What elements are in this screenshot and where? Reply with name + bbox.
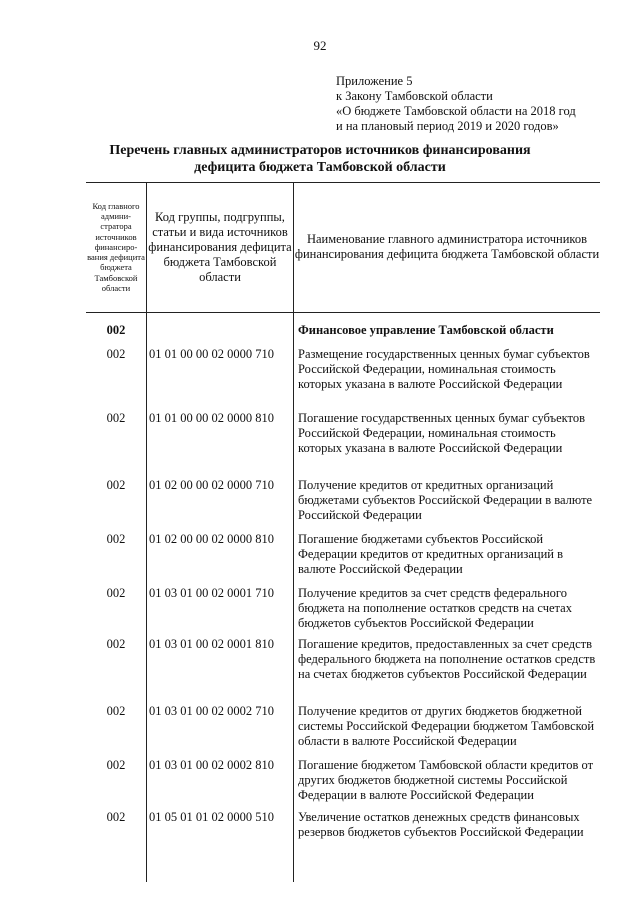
header-bottom-border: [86, 312, 600, 313]
appendix-line: и на плановый период 2019 и 2020 годов»: [336, 119, 559, 133]
group-code-cell: 01 03 01 00 02 0001 810: [149, 637, 274, 651]
admin-code-cell: 002: [106, 347, 126, 361]
appendix-line: Приложение 5: [336, 74, 413, 88]
admin-code-cell: 002: [106, 323, 126, 337]
group-code-cell: 01 01 00 00 02 0000 710: [149, 347, 274, 361]
group-code-cell: 01 03 01 00 02 0002 710: [149, 704, 274, 718]
header-admin-name-text: Наименование главного администратора источников финансирования дефицита бюджета Тамбовской области: [294, 232, 600, 261]
header-group-code-text: Код группы, подгруппы, статьи и вида источников финансирования дефицита бюджета Тамбовской области: [148, 209, 292, 284]
title-line: Перечень главных администраторов источников финансирования: [109, 143, 531, 158]
header-admin-code: [86, 184, 146, 310]
source-name-cell: Получение кредитов от других бюджетов бюджетной системы Российской Федерации бюджетом Тамбовской области в валюте Российской Федерации: [298, 704, 595, 748]
group-code-cell: 01 02 00 00 02 0000 710: [149, 478, 274, 492]
sources-table: [86, 182, 600, 882]
group-code-cell: 01 05 01 01 02 0000 510: [149, 810, 274, 824]
source-name-cell: Увеличение остатков денежных средств финансовых резервов бюджетов субъектов Российской Федерации: [298, 810, 584, 839]
source-name-cell: Погашение кредитов, предоставленных за счет средств федерального бюджета на пополнение остатков средств на счетах бюджетов субъектов Российской Федерации: [298, 637, 596, 681]
title-line: дефицита бюджета Тамбовской области: [194, 160, 446, 175]
admin-code-cell: 002: [106, 704, 126, 718]
admin-code-cell: 002: [106, 637, 126, 651]
admin-name-cell: Финансовое управление Тамбовской области: [298, 323, 554, 337]
header-admin-name: [294, 184, 600, 310]
appendix-line: к Закону Тамбовской области: [336, 89, 493, 103]
admin-code-cell: 002: [106, 411, 126, 425]
admin-code-cell: 002: [106, 478, 126, 492]
document-title: [60, 142, 580, 176]
source-name-cell: Размещение государственных ценных бумаг субъектов Российской Федерации, номинальная стоимость которых указана в валюте Российской Федерации: [298, 347, 590, 391]
table-top-border: [86, 182, 600, 183]
admin-code-cell: 002: [106, 758, 126, 772]
group-code-cell: 01 03 01 00 02 0001 710: [149, 586, 274, 600]
source-name-cell: Погашение бюджетом Тамбовской области кредитов от других бюджетов бюджетной системы Российской Федерации в валюте Российской Федерации: [298, 758, 594, 802]
source-name-cell: Получение кредитов за счет средств федерального бюджета на пополнение остатков средств на счетах бюджетов субъектов Российской Федерации: [298, 586, 572, 630]
appendix-line: «О бюджете Тамбовской области на 2018 год: [336, 104, 576, 118]
admin-code-cell: 002: [106, 532, 126, 546]
group-code-cell: 01 02 00 00 02 0000 810: [149, 532, 274, 546]
header-group-code: [147, 184, 293, 310]
source-name-cell: Погашение государственных ценных бумаг субъектов Российской Федерации, номинальная стоимость которых указана в валюте Российской Федерации: [298, 411, 585, 455]
appendix-header: [336, 74, 626, 134]
header-admin-code-text: Код главного админи-стратора источников финансиро-вания дефицита бюджета Тамбовской области: [87, 201, 145, 293]
group-code-cell: 01 01 00 00 02 0000 810: [149, 411, 274, 425]
source-name-cell: Погашение бюджетами субъектов Российской Федерации кредитов от кредитных организаций в валюте Российской Федерации: [298, 532, 563, 576]
admin-code-cell: 002: [106, 586, 126, 600]
admin-code-cell: 002: [106, 810, 126, 824]
page-number: 92: [313, 38, 327, 53]
source-name-cell: Получение кредитов от кредитных организаций бюджетами субъектов Российской Федерации в валюте Российской Федерации: [298, 478, 593, 522]
group-code-cell: 01 03 01 00 02 0002 810: [149, 758, 274, 772]
